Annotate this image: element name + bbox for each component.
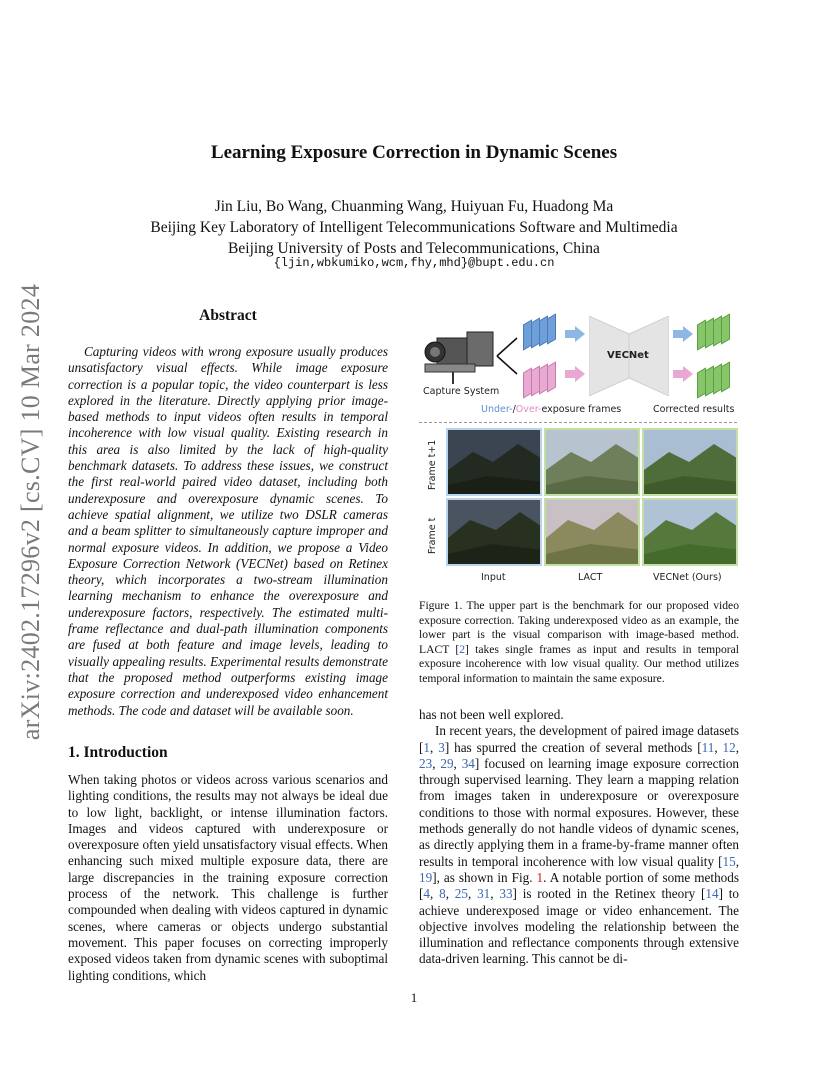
citation-link[interactable]: 23 (419, 755, 433, 771)
citation-link[interactable]: 34 (461, 755, 475, 771)
input-arrows (565, 326, 587, 386)
caption-text-1: Figure 1. The upper part is the benchmark for our proposed video exposure correction. Taking underexposed video as an example, the lower part is the visual comparison with image-based method. LACT [ (419, 599, 739, 656)
text-a: In recent years, the development of paired image datasets [ (419, 723, 739, 755)
thumb-lact-t (544, 498, 640, 566)
corrected-results-label: Corrected results (653, 404, 735, 415)
abstract-heading: Abstract (199, 307, 257, 324)
over-label: Over- (515, 404, 542, 415)
right-column-text (419, 707, 739, 968)
camera-rig-icon (423, 324, 501, 386)
citation-link[interactable]: 15 (722, 853, 736, 869)
text-g: ] is rooted in the Retinex theory [ (512, 886, 706, 902)
row-label-frame-t: Frame t (427, 517, 438, 554)
paper-title: Learning Exposure Correction in Dynamic Scenes (210, 142, 618, 163)
arxiv-sidebar (8, 262, 54, 762)
abstract-text: Capturing videos with wrong exposure usually produces unsatisfactory visual effects. While image exposure correction is a popular topic, the video counterpart is less explored in the literature. Directly applying prior image-based methods to input videos often results in temporal incoherence with low visual quality. Existing research in this area is also limited by the lack of high-quality benchmark datasets. To address these issues, we construct the first real-world paired video dataset, including both underexposure and overexposure dynamic scenes. To achieve spatial alignment, we utilize two DSLR cameras and a beam splitter to simultaneously capture improper and normal exposure videos. In addition, we propose a Video Exposure Correction Network (VECNet) based on Retinex theory, which incorporates a two-stream illumination learning mechanism to enhance the overexposure and underexposure factors, respectively. The estimated multi-frame reflectance and dual-path illumination components are fused at both feature and image levels, leading to visually appealing results. Experimental results demonstrate that the proposed method outperforms existing image exposure correction and underexposed video enhancement methods. The code and dataset will be available soon. (68, 344, 388, 718)
figure-1 (419, 300, 739, 590)
thumb-vecnet-t1 (642, 428, 738, 496)
text-f: . A notable portion of some methods [ (419, 869, 739, 902)
row-label-frame-t1: Frame t+1 (427, 439, 438, 490)
thumb-vecnet-t (642, 498, 738, 566)
affiliation-lab: Beijing Key Laboratory of Intelligent Telecommunications Software and Multimedia (150, 219, 678, 236)
author-list: Jin Liu, Bo Wang, Chuanming Wang, Huiyuan Fu, Huadong Ma (214, 198, 614, 215)
vecnet-label: VECNet (607, 350, 649, 361)
text-sep: , (490, 886, 500, 902)
citation-link[interactable]: 25 (454, 886, 468, 902)
caption-ref-link[interactable]: 2 (459, 642, 465, 656)
citation-link[interactable]: 33 (499, 886, 513, 902)
thumb-input-t1 (446, 428, 542, 496)
text-sep: , (467, 886, 478, 902)
thumb-input-t (446, 498, 542, 566)
frames-label: exposure frames (541, 404, 622, 415)
text-sep: , (735, 853, 739, 869)
affiliation-university: Beijing University of Posts and Telecommunications, China (228, 240, 600, 257)
citation-link[interactable]: 29 (440, 755, 454, 771)
text-e: ], as shown in Fig. (432, 869, 537, 885)
citation-link[interactable]: 14 (705, 886, 719, 902)
page-number: 1 (410, 990, 418, 1005)
citation-link[interactable]: 8 (439, 886, 446, 902)
citation-link[interactable]: 19 (419, 869, 433, 885)
branch-lines (495, 334, 519, 378)
citation-link[interactable]: 3 (438, 739, 445, 755)
exposure-frames-label (481, 404, 621, 415)
text-sep: , (453, 755, 462, 771)
arxiv-id: arXiv:2402.17296v2 [cs.CV] 10 Mar 2024 (16, 283, 45, 741)
caption-text-2: ] takes single frames as input and results in temporal exposure incoherence with low visual quality. Our method utilizes temporal information to maintain the same exposure. (419, 642, 739, 685)
figure-1-caption (419, 599, 739, 686)
figure-ref-link[interactable]: 1 (536, 869, 544, 885)
capture-system-label: Capture System (423, 386, 500, 397)
text-sep: , (735, 739, 740, 755)
citation-link[interactable]: 4 (423, 886, 430, 902)
text-h: ] to achieve underexposed image or video enhancement. The objective involves modeling the relationship between the illumination and reflectance components through extensive data-driven learning. This cannot be di- (419, 886, 740, 967)
author-email: {ljin,wbkumiko,wcm,fhy,mhd}@bupt.edu.cn (273, 256, 555, 270)
introduction-text: When taking photos or videos across various scenarios and lighting conditions, the results may not always be ideal due to low light, backlight, or intense illumination factors. Images and videos captured with underexposure or overexposure often yield unsatisfactory visual effects. When enhancing such mixed multiple exposure data, there are large discrepancies in the training exposure correction process of the network. This challenge is further compounded when dealing with videos captured in dynamic scenes, where cameras or objects undergo substantial movement. This paper focuses on correcting improperly exposed videos taken from dynamic scenes with suboptimal lighting conditions, which (68, 772, 388, 983)
col-label-lact: LACT (578, 572, 603, 583)
thumb-lact-t1 (544, 428, 640, 496)
col-label-input: Input (481, 572, 506, 583)
text-c: ] has spurred the creation of several methods [ (444, 739, 702, 755)
text-sep: , (432, 755, 441, 771)
text-sep: , (430, 886, 440, 902)
slash-label: / (512, 404, 516, 415)
citation-link[interactable]: 31 (477, 886, 491, 902)
section-heading-introduction: 1. Introduction (68, 744, 168, 761)
text-sep: , (445, 886, 455, 902)
citation-link[interactable]: 11 (701, 739, 715, 755)
citation-link[interactable]: 1 (423, 739, 430, 755)
continuation-line: has not been well explored. (419, 707, 564, 722)
output-arrows (673, 326, 695, 386)
text-sep: , (714, 739, 723, 755)
text-sep: , (430, 739, 439, 755)
citation-link[interactable]: 12 (722, 739, 736, 755)
figure-divider (419, 422, 737, 423)
author-block (0, 196, 828, 259)
col-label-vecnet: VECNet (Ours) (653, 572, 722, 583)
text-d: ] focused on learning image exposure correction through supervised learning. They learn a mapping relation from images taken in underexposure or overexposure conditions to those with normal exposures. However, these methods generally do not handle videos of dynamic scenes, as directly applying them in a frame-by-frame manner often results in temporal incoherence with low visual quality [ (419, 755, 740, 869)
under-label: Under- (481, 404, 513, 415)
paragraph-recent-years (419, 723, 739, 967)
